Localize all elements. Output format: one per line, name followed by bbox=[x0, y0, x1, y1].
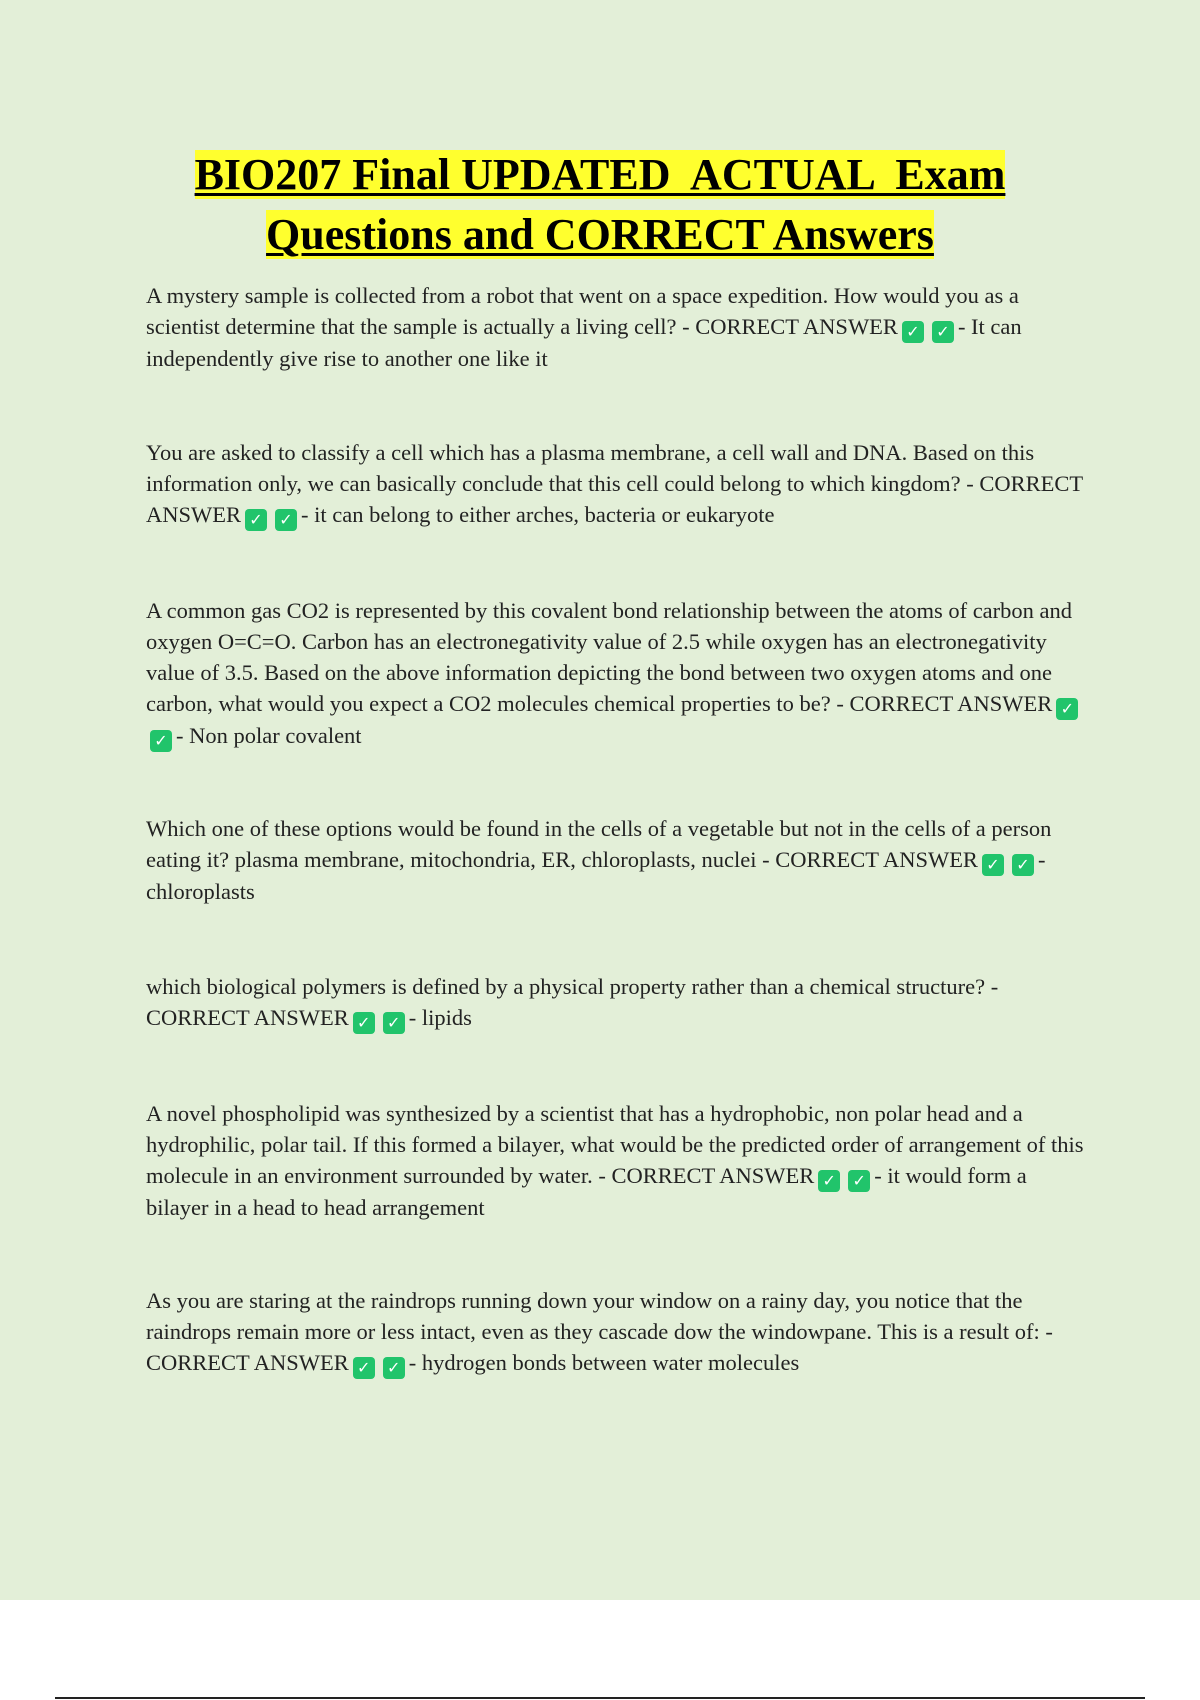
green-checkmark-icon: ✓ bbox=[383, 1012, 405, 1034]
green-checkmark-icon: ✓ bbox=[383, 1357, 405, 1379]
question-text: A common gas CO2 is represented by this covalent bond relationship between the atoms of carbon and oxygen O=C=O. Carbon has an electronegativity value of 2.5 while oxygen has an electronegativity value of 3.5. Based on the above information depicting the bond between two oxygen atoms and one carbon, what would you expect a CO2 molecules chemical properties to be? - CORRECT ANSWER bbox=[146, 598, 1073, 716]
green-checkmark-icon: ✓ bbox=[1012, 854, 1034, 876]
question-text: You are asked to classify a cell which has a plasma membrane, a cell wall and DNA. Based on this information only, we can basically conclude that this cell could belong to which kingdom? - CORRECT ANSWER bbox=[146, 440, 1083, 527]
title-line-1: BIO207 Final UPDATED ACTUAL Exam bbox=[194, 150, 1006, 199]
question-text: A novel phospholipid was synthesized by a scientist that has a hydrophobic, non polar head and a hydrophilic, polar tail. If this formed a bilayer, what would be the predicted order of arrangement of this molecule in an environment surrounded by water. - CORRECT ANSWER bbox=[146, 1101, 1084, 1188]
green-checkmark-icon: ✓ bbox=[353, 1012, 375, 1034]
green-checkmark-icon: ✓ bbox=[150, 730, 172, 752]
qa-item-4 bbox=[146, 813, 1086, 907]
answer-text: - lipids bbox=[408, 1005, 472, 1030]
answer-text: - Non polar covalent bbox=[176, 723, 362, 748]
green-checkmark-icon: ✓ bbox=[902, 321, 924, 343]
qa-item-7 bbox=[146, 1285, 1086, 1379]
green-checkmark-icon: ✓ bbox=[982, 854, 1004, 876]
question-text: A mystery sample is collected from a robot that went on a space expedition. How would you as a scientist determine that the sample is actually a living cell? - CORRECT ANSWER bbox=[146, 283, 1019, 339]
page-divider bbox=[55, 1697, 1145, 1699]
answer-text: - it can belong to either arches, bacteria or eukaryote bbox=[301, 502, 775, 527]
qa-item-1 bbox=[146, 280, 1086, 374]
answer-text: - It can independently give rise to another one like it bbox=[146, 314, 1022, 371]
qa-item-5 bbox=[146, 971, 1086, 1034]
title-line-2: Questions and CORRECT Answers bbox=[266, 210, 934, 259]
qa-item-2 bbox=[146, 437, 1086, 531]
green-checkmark-icon: ✓ bbox=[848, 1170, 870, 1192]
question-text: Which one of these options would be found in the cells of a vegetable but not in the cells of a person eating it? plasma membrane, mitochondria, ER, chloroplasts, nuclei - CORRECT ANSWER bbox=[146, 816, 1052, 872]
answer-text: - it would form a bilayer in a head to head arrangement bbox=[146, 1163, 1027, 1220]
green-checkmark-icon: ✓ bbox=[245, 509, 267, 531]
answer-text: - chloroplasts bbox=[146, 847, 1046, 904]
answer-text: - hydrogen bonds between water molecules bbox=[408, 1350, 800, 1375]
qa-item-3 bbox=[146, 595, 1086, 752]
document-title bbox=[0, 145, 1200, 265]
green-checkmark-icon: ✓ bbox=[1056, 698, 1078, 720]
question-text: which biological polymers is defined by a physical property rather than a chemical structure? - CORRECT ANSWER bbox=[146, 974, 999, 1030]
qa-item-6 bbox=[146, 1098, 1086, 1223]
question-text: As you are staring at the raindrops running down your window on a rainy day, you notice that the raindrops remain more or less intact, even as they cascade dow the windowpane. This is a result of: - CORRECT ANSWER bbox=[146, 1288, 1053, 1375]
green-checkmark-icon: ✓ bbox=[353, 1357, 375, 1379]
green-checkmark-icon: ✓ bbox=[818, 1170, 840, 1192]
green-checkmark-icon: ✓ bbox=[932, 321, 954, 343]
green-checkmark-icon: ✓ bbox=[275, 509, 297, 531]
